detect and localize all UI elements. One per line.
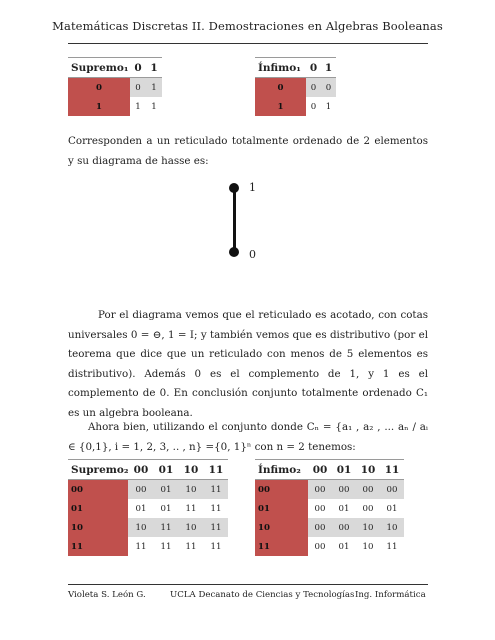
- table-cell: 10: [356, 537, 380, 556]
- table-cell: 0: [306, 97, 321, 116]
- footer-program: Ing. Informática: [355, 590, 426, 600]
- header-divider: [68, 43, 428, 44]
- hasse-node-bottom: [229, 247, 239, 257]
- table-cell: 00: [308, 537, 332, 556]
- table-header-cell: Ínfimo₂: [255, 460, 308, 480]
- table-cell: 11: [380, 537, 404, 556]
- hasse-label-top: 1: [249, 181, 256, 194]
- table-cell: 11: [128, 537, 153, 556]
- table-cell: 01: [380, 499, 404, 518]
- table-cell: 00: [308, 480, 332, 500]
- table-cell: 00: [332, 480, 356, 500]
- table-cell: 00: [356, 480, 380, 500]
- table-cell: 1: [146, 97, 162, 116]
- table-cell: 11: [153, 518, 178, 537]
- footer-divider: [68, 584, 428, 585]
- row-label: 00: [255, 480, 308, 500]
- table-cell: 1: [146, 78, 162, 98]
- row-label: 10: [255, 518, 308, 537]
- infimum2-table: [255, 459, 404, 556]
- table-cell: 01: [332, 499, 356, 518]
- table-header-cell: 1: [146, 58, 162, 78]
- table-cell: 10: [128, 518, 153, 537]
- row-label: 11: [255, 537, 308, 556]
- hasse-node-top: [229, 183, 239, 193]
- supremum2-table: [68, 459, 228, 556]
- row-label: 10: [68, 518, 128, 537]
- table-cell: 00: [128, 480, 153, 500]
- footer-institution: UCLA Decanato de Ciencias y Tecnologías: [170, 590, 355, 600]
- hasse-edge: [233, 191, 236, 254]
- table-cell: 10: [380, 518, 404, 537]
- table-cell: 00: [380, 480, 404, 500]
- table-cell: 11: [203, 499, 228, 518]
- intro-paragraph: Corresponden a un reticulado totalmente ordenado de 2 elementos y su diagrama de hasse es:: [68, 135, 428, 167]
- table-cell: 00: [308, 499, 332, 518]
- table-header-cell: 1: [321, 58, 336, 78]
- table-header-cell: Ínfimo₁: [255, 58, 306, 78]
- table-cell: 11: [178, 537, 203, 556]
- table-cell: 01: [153, 480, 178, 500]
- row-label: 0: [255, 78, 306, 98]
- row-label: 0: [68, 78, 130, 98]
- table-cell: 0: [321, 78, 336, 98]
- footer-author: Violeta S. León G.: [68, 590, 146, 600]
- table-cell: 1: [321, 97, 336, 116]
- table-cell: 11: [178, 499, 203, 518]
- table-cell: 01: [332, 537, 356, 556]
- hasse-label-bottom: 0: [249, 248, 256, 261]
- table-cell: 01: [153, 499, 178, 518]
- table-cell: 00: [356, 499, 380, 518]
- table-header-cell: 11: [203, 460, 228, 480]
- table-cell: 11: [203, 480, 228, 500]
- table-cell: 00: [308, 518, 332, 537]
- table-cell: 0: [130, 78, 146, 98]
- table-cell: 10: [178, 518, 203, 537]
- table-header-cell: 0: [306, 58, 321, 78]
- table-header-cell: 01: [153, 460, 178, 480]
- infimum1-table: [255, 57, 336, 116]
- table-header-cell: Supremo₁: [68, 58, 130, 78]
- table-header-cell: 10: [178, 460, 203, 480]
- table-cell: 01: [128, 499, 153, 518]
- table-header-cell: 01: [332, 460, 356, 480]
- row-label: 01: [255, 499, 308, 518]
- supremum1-table: [68, 57, 162, 116]
- row-label: 1: [68, 97, 130, 116]
- table-header-cell: 00: [308, 460, 332, 480]
- table-cell: 0: [306, 78, 321, 98]
- table-header-cell: 00: [128, 460, 153, 480]
- table-header-cell: 10: [356, 460, 380, 480]
- table-cell: 11: [203, 537, 228, 556]
- table-cell: 11: [153, 537, 178, 556]
- row-label: 01: [68, 499, 128, 518]
- table-cell: 11: [203, 518, 228, 537]
- row-label: 00: [68, 480, 128, 500]
- table-header-cell: 11: [380, 460, 404, 480]
- conclusion-paragraph: Por el diagrama vemos que el reticulado es acotado, con cotas universales 0 = ⊖, 1 = I; y también vemos que es distributivo (por el teorema que dice que un reticulado con menos de 5 elementos es distributivo). Además 0 es el complemento de 1, y 1 es el complemento de 0. En conclusión conjunto totalmente ordenado C₁ es un algebra booleana.: [68, 309, 428, 419]
- table-header-cell: Supremo₂: [68, 460, 128, 480]
- table-cell: 10: [178, 480, 203, 500]
- page-header-title: Matemáticas Discretas II. Demostraciones en Algebras Booleanas: [52, 19, 443, 33]
- table-header-cell: 0: [130, 58, 146, 78]
- table-cell: 00: [332, 518, 356, 537]
- table-cell: 1: [130, 97, 146, 116]
- set-definition-paragraph: Ahora bien, utilizando el conjunto donde Cₙ = {a₁ , a₂ , ... aₙ / aᵢ ∈ {0,1}, i = 1, 2, 3, .. , n} ={0, 1}ⁿ con n = 2 tenemos:: [68, 421, 428, 453]
- row-label: 1: [255, 97, 306, 116]
- row-label: 11: [68, 537, 128, 556]
- table-cell: 10: [356, 518, 380, 537]
